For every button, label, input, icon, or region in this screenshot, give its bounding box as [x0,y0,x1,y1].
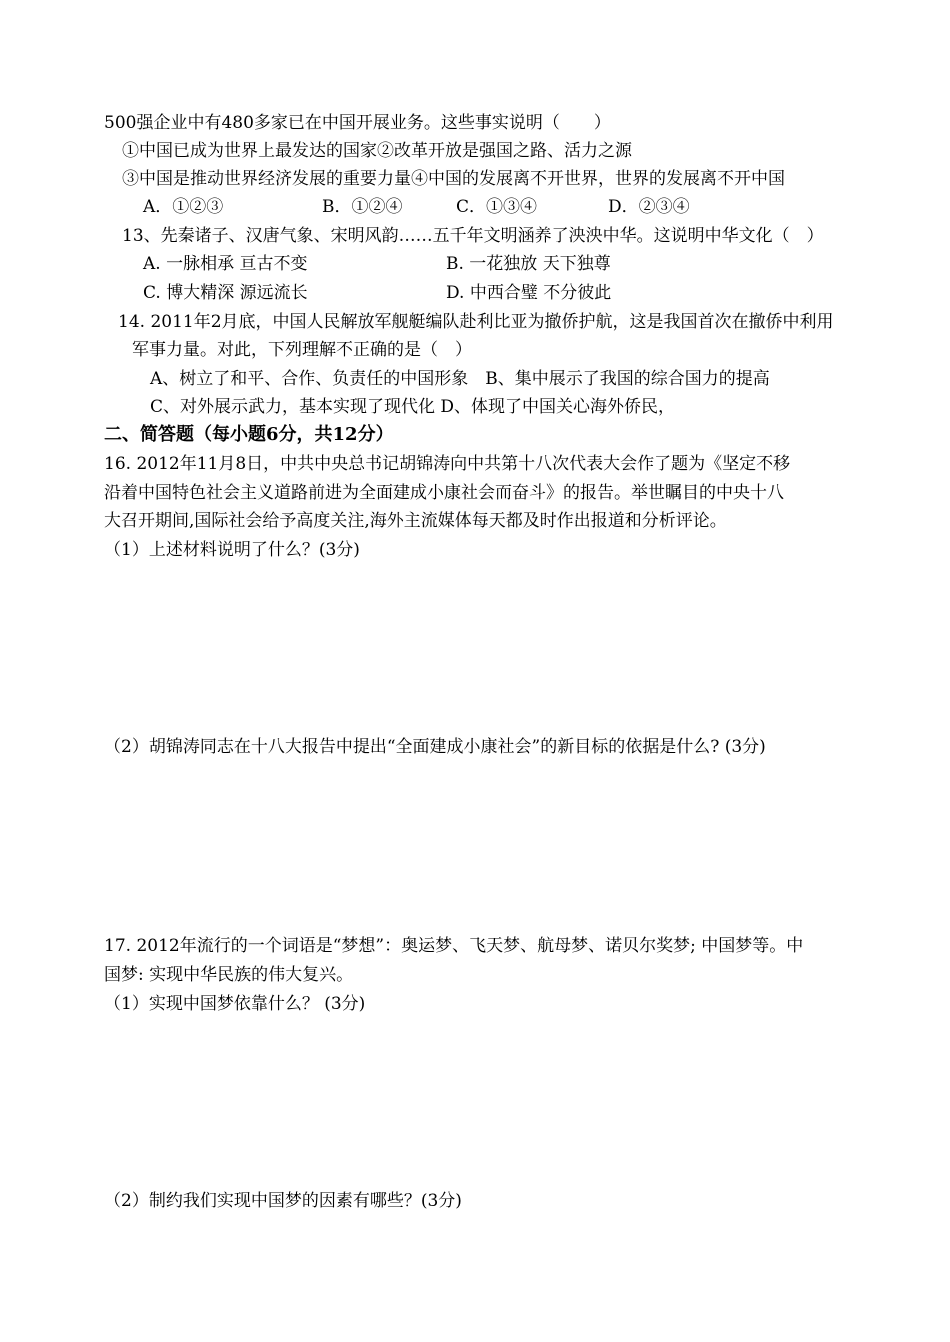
q12-option-d: D．②③④ [608,197,690,217]
q13-option-b: B. 一花独放 天下独尊 [446,254,611,274]
q16-subquestion-1: （1）上述材料说明了什么？(3分) [104,540,360,560]
q13-option-c: C. 博大精深 源远流长 [143,283,308,303]
q17-subquestion-2: （2）制约我们实现中国梦的因素有哪些？(3分) [104,1191,462,1211]
q12-option-a: A．①②③ [143,197,224,217]
q14-stem-line1: 14. 2011年2月底，中国人民解放军舰艇编队赴利比亚为撤侨护航，这是我国首次在撤侨中利用 [118,312,834,332]
q12-statements-1-2: ①中国已成为世界上最发达的国家②改革开放是强国之路、活力之源 [122,141,632,161]
q17-line1: 17. 2012年流行的一个词语是“梦想”：奥运梦、飞天梦、航母梦、诺贝尔奖梦; 中国梦等。中 [104,936,804,956]
q12-statements-3-4: ③中国是推动世界经济发展的重要力量④中国的发展离不开世界，世界的发展离不开中国 [122,169,785,189]
q13-stem: 13、先秦诸子、汉唐气象、宋明风韵……五千年文明涵养了泱泱中华。这说明中华文化（ ） [122,226,824,246]
q14-options-cd: C、对外展示武力，基本实现了现代化 D、体现了中国关心海外侨民， [150,397,676,417]
q17-line2: 国梦: 实现中华民族的伟大复兴。 [104,965,354,985]
q12-option-b: B．①②④ [322,197,403,217]
q16-line2: 沿着中国特色社会主义道路前进为全面建成小康社会而奋斗》的报告。举世瞩目的中央十八 [104,483,784,503]
q16-line1: 16. 2012年11月8日，中共中央总书记胡锦涛向中共第十八次代表大会作了题为《坚定不移 [104,454,791,474]
q13-option-a: A. 一脉相承 亘古不变 [143,254,308,274]
q14-stem-line2: 军事力量。对此，下列理解不正确的是（ ） [132,340,472,360]
q13-option-d: D. 中西合璧 不分彼此 [446,283,612,303]
q14-options-ab: A、树立了和平、合作、负责任的中国形象 B、集中展示了我国的综合国力的提高 [150,369,770,389]
section-2-heading: 二、简答题（每小题6分，共12分） [104,424,394,445]
q12-stem-tail: 500强企业中有480多家已在中国开展业务。这些事实说明（ ） [104,113,611,133]
q16-line3: 大召开期间,国际社会给予高度关注,海外主流媒体每天都及时作出报道和分析评论。 [104,511,727,531]
q16-subquestion-2: （2）胡锦涛同志在十八大报告中提出“全面建成小康社会”的新目标的依据是什么? (3分) [104,737,766,757]
q17-subquestion-1: （1）实现中国梦依靠什么？ (3分) [104,994,366,1014]
q12-option-c: C．①③④ [456,197,538,217]
